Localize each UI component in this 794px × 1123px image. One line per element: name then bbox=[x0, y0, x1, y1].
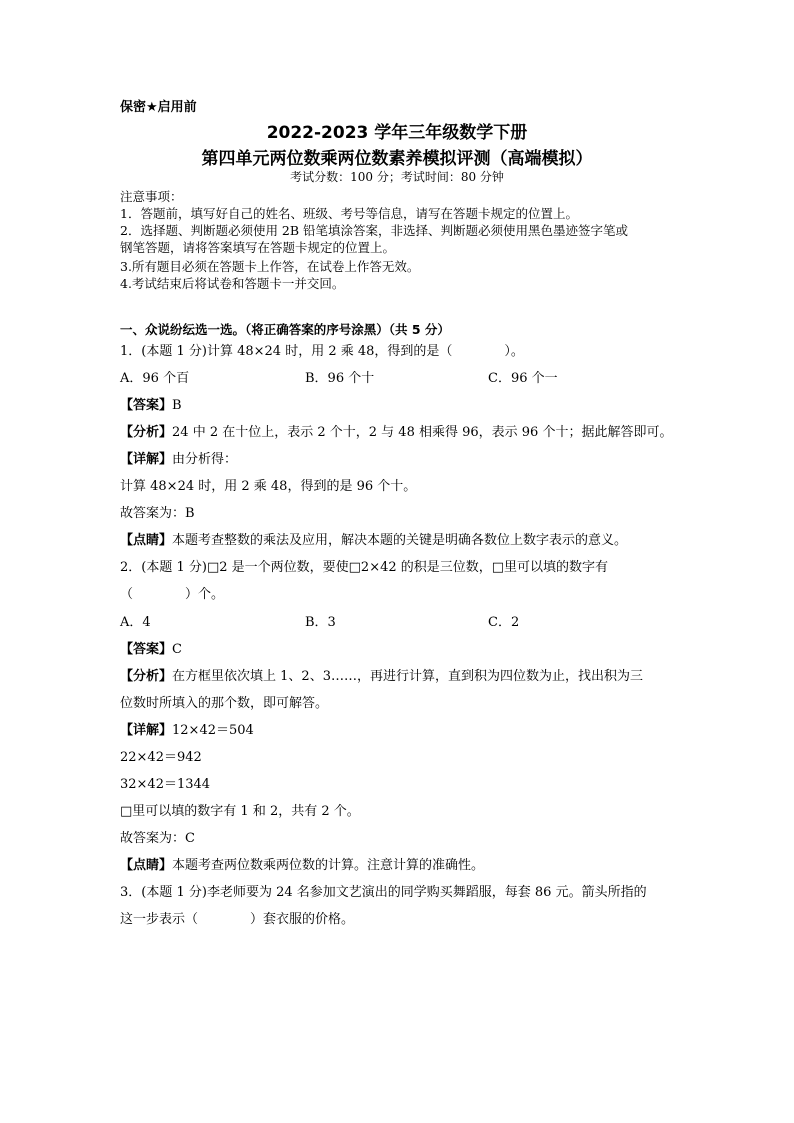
comment-label: 【点睛】 bbox=[120, 533, 173, 548]
q2-comment-row bbox=[120, 854, 484, 873]
q1-option-a: A．96 个百 bbox=[120, 371, 190, 386]
notes-heading: 注意事项： bbox=[120, 189, 183, 204]
exam-title: 2022-2023 学年三年级数学下册 bbox=[266, 123, 528, 143]
comment-label: 【点睛】 bbox=[120, 858, 173, 873]
note-3: 3.所有题目必须在答题卡上作答，在试卷上作答无效。 bbox=[120, 259, 420, 274]
section-1-title: 一、众说纷纭选一选。（将正确答案的序号涂黑）（共 5 分） bbox=[120, 322, 450, 337]
note-1: 1．答题前，填写好自己的姓名、班级、考号等信息，请写在答题卡规定的位置上。 bbox=[120, 206, 578, 221]
q2-conclusion: 故答案为：C bbox=[120, 831, 195, 846]
q2-answer: C bbox=[172, 642, 182, 657]
q2-answer-row bbox=[120, 638, 182, 657]
q2-option-b: B．3 bbox=[305, 615, 336, 630]
note-4: 4.考试结束后将试卷和答题卡一并交回。 bbox=[120, 276, 345, 291]
confidential-label: 保密★启用前 bbox=[120, 100, 197, 115]
analysis-label: 【分析】 bbox=[120, 669, 173, 684]
q2-result: □里可以填的数字有 1 和 2，共有 2 个。 bbox=[120, 804, 360, 819]
q1-analysis-row bbox=[120, 421, 672, 440]
q1-stem: 1．(本题 1 分)计算 48×24 时，用 2 乘 48，得到的是（ ）。 bbox=[120, 344, 524, 359]
q2-analysis-2: 位数时所填入的那个数，即可解答。 bbox=[120, 696, 329, 711]
detail-label: 【详解】 bbox=[120, 723, 173, 738]
q2-stem-2: （ ）个。 bbox=[120, 587, 225, 602]
q1-conclusion: 故答案为：B bbox=[120, 506, 195, 521]
analysis-label: 【分析】 bbox=[120, 425, 173, 440]
q1-option-c: C．96 个一 bbox=[488, 371, 558, 386]
q2-calc-2: 22×42＝942 bbox=[120, 750, 202, 765]
q2-option-a: A．4 bbox=[120, 615, 151, 630]
q1-comment: 本题考查整数的乘法及应用，解决本题的关键是明确各数位上数字表示的意义。 bbox=[172, 533, 628, 548]
answer-label: 【答案】 bbox=[120, 398, 173, 413]
exam-info: 考试分数：100 分；考试时间：80 分钟 bbox=[290, 170, 504, 184]
q2-analysis-row bbox=[120, 665, 643, 684]
answer-label: 【答案】 bbox=[120, 642, 173, 657]
q2-detail: 12×42＝504 bbox=[172, 723, 254, 738]
q1-option-b: B．96 个十 bbox=[305, 371, 375, 386]
q1-answer-row bbox=[120, 394, 182, 413]
q1-answer: B bbox=[172, 398, 182, 413]
q1-detail-2: 计算 48×24 时，用 2 乘 48，得到的是 96 个十。 bbox=[120, 479, 417, 494]
q1-detail: 由分析得： bbox=[172, 452, 238, 467]
q1-analysis: 24 中 2 在十位上，表示 2 个十，2 与 48 相乘得 96，表示 96 个十；据此解答即可。 bbox=[172, 425, 673, 440]
exam-subtitle: 第四单元两位数乘两位数素养模拟评测（高端模拟） bbox=[201, 149, 593, 169]
note-2: 2．选择题、判断题必须使用 2B 铅笔填涂答案，非选择、判断题必须使用黑色墨迹签字笔或 bbox=[120, 223, 629, 238]
q2-calc-3: 32×42＝1344 bbox=[120, 777, 211, 792]
detail-label: 【详解】 bbox=[120, 452, 173, 467]
q2-option-c: C．2 bbox=[488, 615, 520, 630]
q3-stem-2: 这一步表示（ ）套衣服的价格。 bbox=[120, 912, 355, 927]
note-2-cont: 钢笔答题，请将答案填写在答题卡规定的位置上。 bbox=[120, 240, 396, 255]
q1-comment-row bbox=[120, 529, 627, 548]
q2-analysis: 在方框里依次填上 1、2、3……，再进行计算，直到积为四位数为止，找出积为三 bbox=[172, 669, 643, 684]
q3-stem: 3．(本题 1 分)李老师要为 24 名参加文艺演出的同学购买舞蹈服，每套 86 元。箭头所指的 bbox=[120, 885, 647, 900]
q2-stem: 2．(本题 1 分)□2 是一个两位数，要使□2×42 的积是三位数，□里可以填的数字有 bbox=[120, 560, 609, 575]
q1-detail-row bbox=[120, 448, 237, 467]
q2-detail-row bbox=[120, 719, 254, 738]
q2-comment: 本题考查两位数乘两位数的计算。注意计算的准确性。 bbox=[172, 858, 485, 873]
